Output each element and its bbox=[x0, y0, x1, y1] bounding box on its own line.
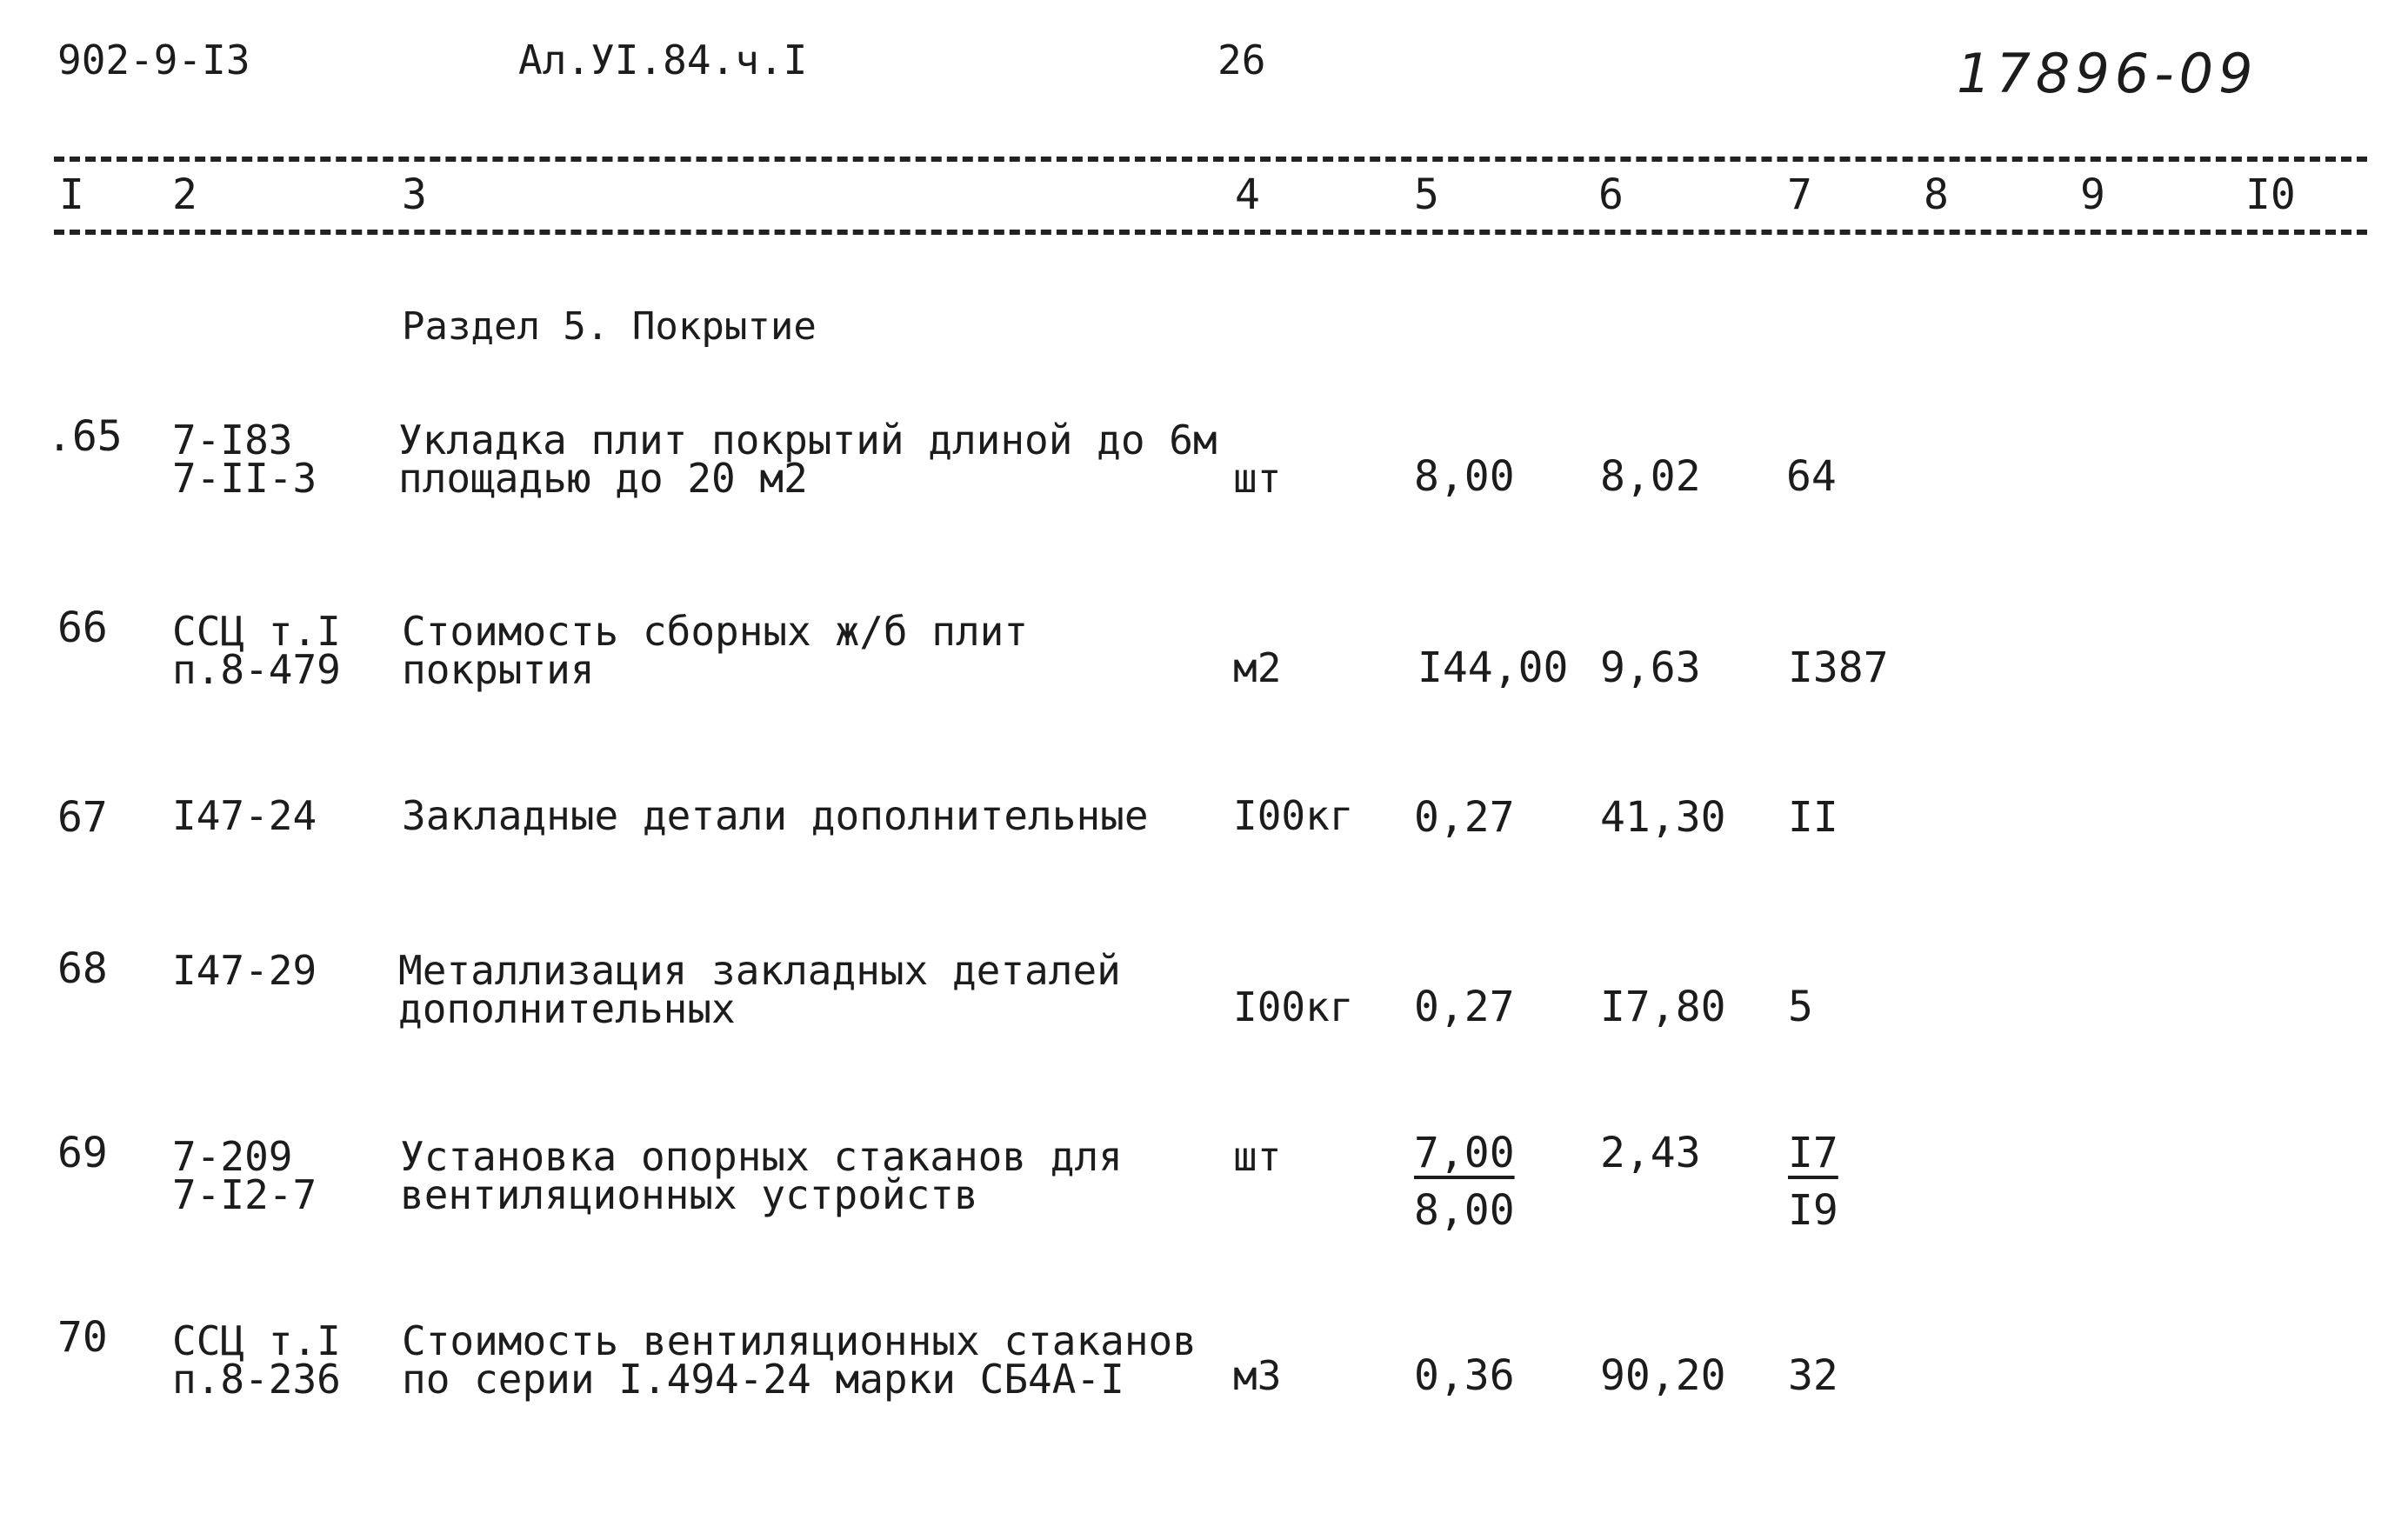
unit-price: 90,20 bbox=[1600, 1351, 1726, 1400]
unit: I00кг bbox=[1233, 792, 1354, 839]
column-3-label: 3 bbox=[402, 170, 427, 219]
description-line: Укладка плит покрытий длиной до 6м bbox=[398, 417, 1217, 463]
description-line: покрытия bbox=[402, 646, 595, 693]
norm-code-line: 7-I2-7 bbox=[172, 1171, 317, 1218]
row-number: .65 bbox=[47, 412, 123, 461]
description-line: Стоимость вентиляционных стаканов bbox=[402, 1317, 1197, 1364]
norm-code-line: 7-II-3 bbox=[172, 455, 317, 502]
quantity: 0,27 bbox=[1414, 793, 1515, 842]
norm-code bbox=[172, 947, 317, 994]
unit: I00кг bbox=[1233, 983, 1354, 1030]
column-8-label: 8 bbox=[1924, 170, 1949, 219]
total-cost-second: I9 bbox=[1788, 1186, 1838, 1235]
description-line: Стоимость сборных ж/б плит bbox=[402, 608, 1029, 655]
work-description bbox=[402, 792, 1149, 839]
norm-code-line: 7-I83 bbox=[172, 417, 293, 463]
quantity: 7,00 bbox=[1414, 1129, 1515, 1177]
header-rule-bottom bbox=[54, 230, 2367, 235]
norm-code-line: ССЦ т.I bbox=[172, 1317, 341, 1364]
unit: шт bbox=[1233, 455, 1282, 502]
norm-code-line: ССЦ т.I bbox=[172, 608, 341, 655]
document-code: 902-9-I3 bbox=[57, 37, 250, 83]
norm-code bbox=[172, 1133, 317, 1218]
work-description bbox=[402, 1317, 1197, 1403]
description-line: дополнительных bbox=[398, 985, 736, 1032]
column-9-label: 9 bbox=[2080, 170, 2105, 219]
unit-price: 9,63 bbox=[1600, 643, 1701, 692]
norm-code-line: 7-209 bbox=[172, 1133, 293, 1180]
album-reference: Ал.УI.84.ч.I bbox=[518, 37, 808, 83]
quantity: 8,00 bbox=[1414, 452, 1515, 501]
unit: шт bbox=[1233, 1133, 1282, 1180]
row-number: 70 bbox=[57, 1313, 108, 1362]
description-line: Установка опорных стаканов для bbox=[400, 1133, 1123, 1180]
description-line: Металлизация закладных деталей bbox=[398, 947, 1121, 994]
section-title: Раздел 5. Покрытие bbox=[402, 304, 817, 349]
work-description bbox=[398, 417, 1217, 502]
total-cost: I387 bbox=[1788, 643, 1889, 692]
total-cost: II bbox=[1788, 793, 1838, 842]
unit-price: I7,80 bbox=[1600, 983, 1726, 1031]
column-10-label: I0 bbox=[2245, 170, 2296, 219]
column-6-label: 6 bbox=[1598, 170, 1624, 219]
column-4-label: 4 bbox=[1235, 170, 1260, 219]
column-7-label: 7 bbox=[1787, 170, 1812, 219]
unit-price: 2,43 bbox=[1600, 1129, 1701, 1177]
unit: м3 bbox=[1233, 1352, 1282, 1399]
row-number: 66 bbox=[57, 603, 108, 652]
norm-code-line: п.8-236 bbox=[172, 1356, 341, 1403]
work-description bbox=[402, 608, 1029, 693]
quantity: 0,27 bbox=[1414, 983, 1515, 1031]
row-number: 69 bbox=[57, 1129, 108, 1177]
row-number: 67 bbox=[57, 793, 108, 842]
work-description bbox=[398, 947, 1121, 1032]
unit-price: 41,30 bbox=[1600, 793, 1726, 842]
description-line: по серии I.494-24 марки СБ4А-I bbox=[402, 1356, 1124, 1403]
norm-code-line: I47-29 bbox=[172, 947, 317, 994]
column-2-label: 2 bbox=[172, 170, 197, 219]
header-rule-top bbox=[54, 157, 2367, 162]
total-cost: 5 bbox=[1788, 983, 1813, 1031]
inventory-number: 17896-09 bbox=[1957, 42, 2258, 105]
column-1-label: I bbox=[59, 170, 84, 219]
quantity: 0,36 bbox=[1414, 1351, 1515, 1400]
norm-code bbox=[172, 792, 317, 839]
norm-code bbox=[172, 1317, 341, 1403]
description-line: Закладные детали дополнительные bbox=[402, 792, 1149, 839]
total-cost: I7 bbox=[1788, 1129, 1838, 1177]
norm-code-line: п.8-479 bbox=[172, 646, 341, 693]
description-line: площадью до 20 м2 bbox=[398, 455, 808, 502]
total-cost: 64 bbox=[1786, 452, 1837, 501]
total-cost: 32 bbox=[1788, 1351, 1838, 1400]
work-description bbox=[400, 1133, 1123, 1218]
norm-code-line: I47-24 bbox=[172, 792, 317, 839]
norm-code bbox=[172, 417, 317, 502]
row-number: 68 bbox=[57, 944, 108, 993]
norm-code bbox=[172, 608, 341, 693]
quantity-second: 8,00 bbox=[1414, 1186, 1515, 1235]
quantity: I44,00 bbox=[1417, 643, 1569, 692]
unit-price: 8,02 bbox=[1600, 452, 1701, 501]
page-number: 26 bbox=[1217, 37, 1266, 83]
column-5-label: 5 bbox=[1414, 170, 1439, 219]
unit: м2 bbox=[1233, 644, 1282, 691]
description-line: вентиляционных устройств bbox=[400, 1171, 978, 1218]
